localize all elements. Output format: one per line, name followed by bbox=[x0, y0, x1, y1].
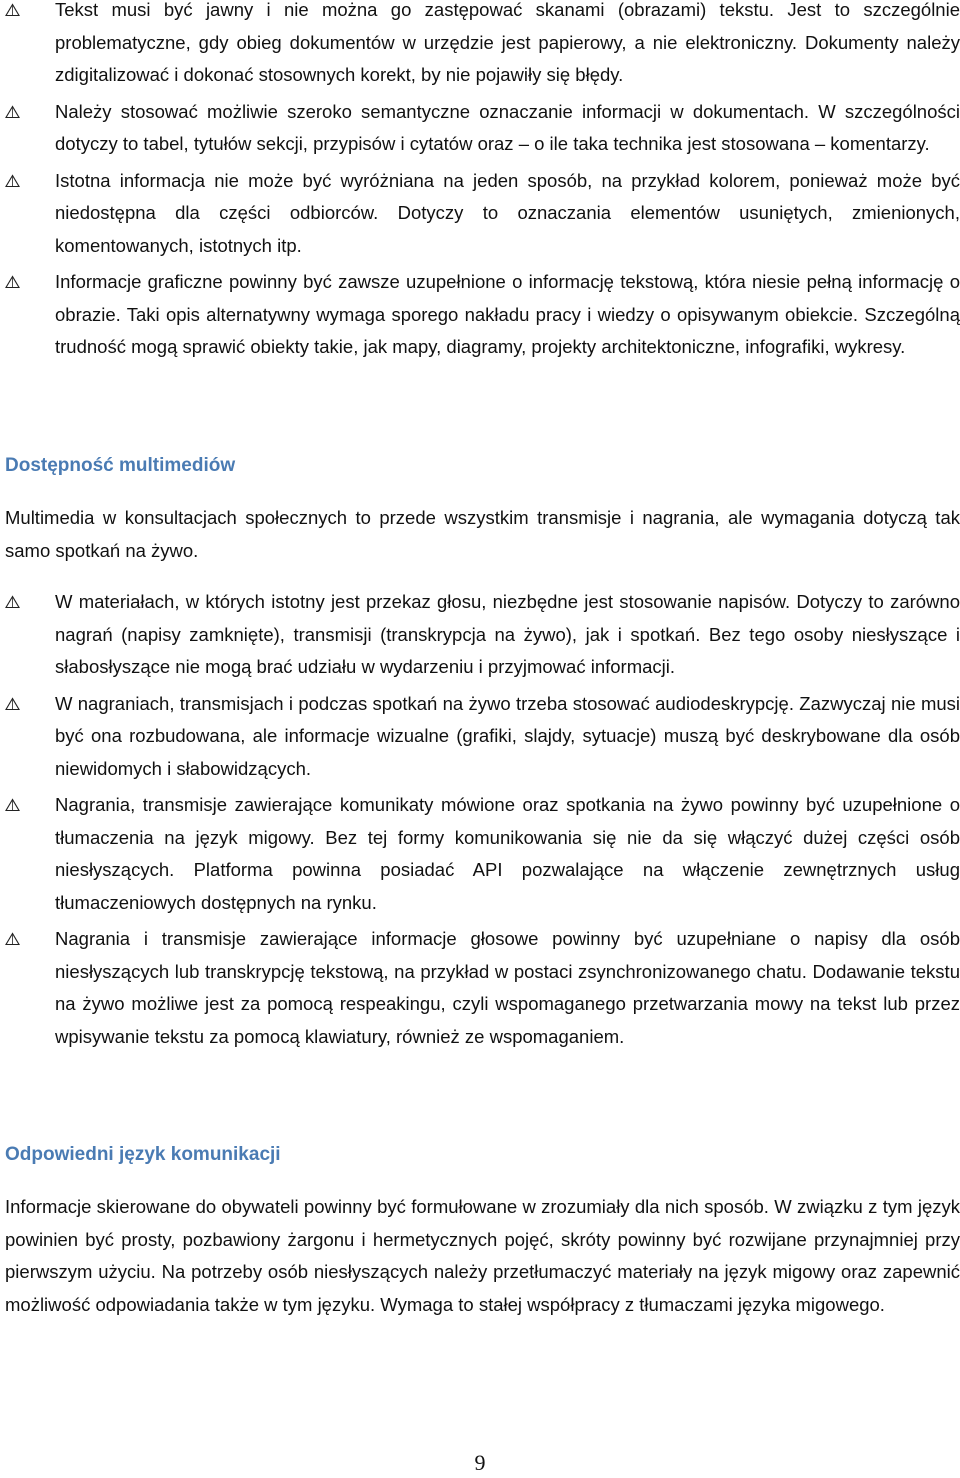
triangle-bullet-icon bbox=[4, 0, 20, 26]
list-item bbox=[0, 165, 960, 263]
triangle-bullet-icon bbox=[4, 923, 20, 955]
list-item bbox=[0, 0, 960, 92]
list-item bbox=[0, 266, 960, 364]
triangle-bullet-icon bbox=[4, 165, 20, 197]
bullet-list bbox=[0, 0, 960, 364]
list-item bbox=[0, 688, 960, 786]
list-item-text: Należy stosować możliwie szeroko semantyczne oznaczanie informacji w dokumentach. W szczególności dotyczy to tabel, tytułów sekcji, przypisów i cytatów oraz – o ile taka technika jest stosowana – komentarzy. bbox=[55, 100, 960, 154]
triangle-bullet-icon bbox=[4, 789, 20, 821]
list-item bbox=[0, 586, 960, 684]
accessibility-list-2 bbox=[0, 586, 960, 1053]
triangle-bullet-icon bbox=[4, 266, 20, 298]
list-item-text: Nagrania i transmisje zawierające informacje głosowe powinny być uzupełniane o napisy dla osób niesłyszących lub transkrypcję tekstową, na przykład w postaci zsynchronizowanego chatu. Dodawanie tekstu na żywo możliwe jest za pomocą respeakingu, czyli wspomaganego przetwarzania mowy na tekst lub przez wpisywanie tekstu za pomocą klawiatury, również ze wspomaganiem. bbox=[55, 928, 960, 1047]
page-number: 9 bbox=[474, 1450, 486, 1475]
list-item-text: W materiałach, w których istotny jest przekaz głosu, niezbędne jest stosowanie napisów. Dotyczy to zarówno nagrań (napisy zamknięte), transmisji (transkrypcja na żywo), jak i spotkań. Bez tego osoby niesłyszące i słabosłyszące nie mogą brać udziału w wydarzeniu i przyjmować informacji. bbox=[55, 591, 960, 677]
list-item-text: Istotna informacja nie może być wyróżniana na jeden sposób, na przykład kolorem, ponieważ może być niedostępna dla części odbiorców. Dotyczy to oznaczania elementów usuniętych, zmienionych, komentowanych, istotnych itp. bbox=[55, 169, 960, 256]
section-paragraph: Informacje skierowane do obywateli powinny być formułowane w zrozumiały dla nich sposób. W związku z tym język powinien być prosty, pozbawiony żargonu i hermetycznych pojęć, skróty powinny być rozwijane przynajmniej przy pierwszym użyciu. Na potrzeby osób niesłyszących należy przetłumaczyć materiały na język migowy oraz zapewnić możliwość odpowiadania także w tym języku. Wymaga to stałej współpracy z tłumaczami języka migowego. bbox=[5, 1196, 960, 1315]
list-item bbox=[0, 96, 960, 161]
section-heading-multimedia: Dostępność multimediów bbox=[5, 455, 236, 476]
list-item bbox=[0, 923, 960, 1053]
bullet-list bbox=[0, 586, 960, 1053]
triangle-bullet-icon bbox=[4, 96, 20, 128]
list-item-text: Informacje graficzne powinny być zawsze uzupełnione o informację tekstową, która niesie pełną informację o obrazie. Taki opis alternatywny wymaga sporego nakładu pracy i wiedzy o opisywanym obiekcie. Szczególną trudność mogą sprawić obiekty takie, jak mapy, diagramy, projekty architektoniczne, infografiki, wykresy. bbox=[55, 271, 960, 357]
section-heading-language: Odpowiedni język komunikacji bbox=[5, 1144, 281, 1165]
triangle-bullet-icon bbox=[4, 586, 20, 618]
list-item-text: Tekst musi być jawny i nie można go zastępować skanami (obrazami) tekstu. Jest to szczególnie problematyczne, gdy obieg dokumentów w urzędzie jest papierowy, a nie elektroniczny. Dokumenty należy zdigitalizować i dokonać stosownych korekt, by nie pojawiły się błędy. bbox=[55, 0, 960, 85]
triangle-bullet-icon bbox=[4, 688, 20, 720]
list-item-text: W nagraniach, transmisjach i podczas spotkań na żywo trzeba stosować audiodeskrypcję. Zazwyczaj nie musi być ona rozbudowana, ale informacje wizualne (grafiki, slajdy, sytuacje) muszą być deskrybowane dla osób niewidomych i słabowidzących. bbox=[55, 692, 960, 779]
accessibility-list-1 bbox=[0, 0, 960, 364]
list-item bbox=[0, 789, 960, 919]
list-item-text: Nagrania, transmisje zawierające komunikaty mówione oraz spotkania na żywo powinny być uzupełnione o tłumaczenia na język migowy. Bez tej formy komunikowania się nie da się włączyć dużej części osób niesłyszących. Platforma powinna posiadać API pozwalające na włączenie zewnętrznych usług tłumaczeniowych dostępnych na rynku. bbox=[55, 794, 960, 913]
section-intro-paragraph: Multimedia w konsultacjach społecznych to przede wszystkim transmisje i nagrania, ale wymagania dotyczą tak samo spotkań na żywo. bbox=[5, 507, 960, 561]
